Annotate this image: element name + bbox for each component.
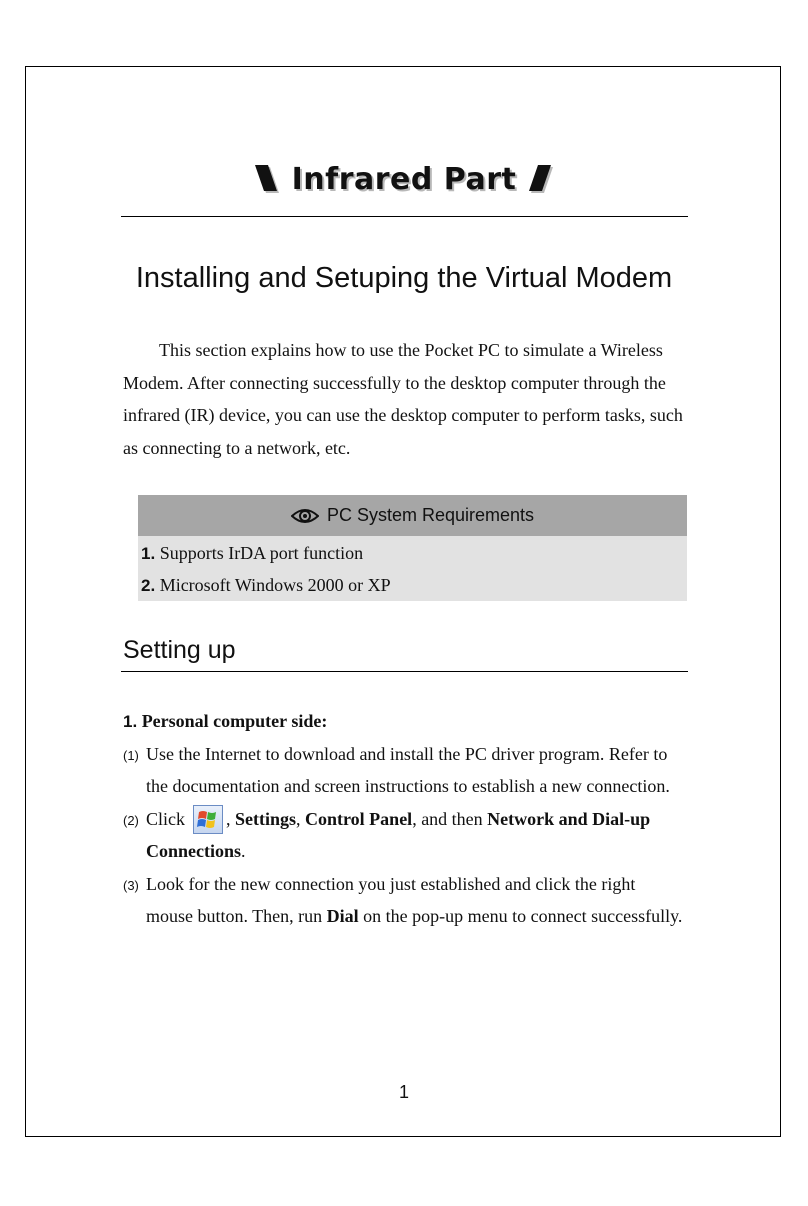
section-header-title-group <box>254 162 555 197</box>
and-then-text: , and then <box>412 808 483 829</box>
network-label: Network and Dial-up <box>487 808 651 829</box>
step-text: Look for the new connection you just established and click the right <box>146 873 636 894</box>
intro-paragraph <box>123 334 689 464</box>
windows-start-icon <box>193 805 223 834</box>
section-title: Infrared Part <box>291 162 517 197</box>
requirement-number: 2. <box>141 576 156 595</box>
header-divider <box>121 216 688 217</box>
dial-label: Dial <box>326 906 359 926</box>
step-marker: (1) <box>123 747 139 763</box>
requirements-title: PC System Requirements <box>326 505 535 525</box>
settings-label: Settings <box>235 808 297 829</box>
comma: , <box>296 808 301 829</box>
forward-slash-decoration-icon <box>528 163 554 197</box>
pc-side-label: Personal computer side: <box>141 711 328 731</box>
step-text: on the pop-up menu to connect successfully. <box>363 906 683 926</box>
step-text: mouse button. Then, run <box>146 906 323 926</box>
step-marker: (3) <box>123 877 139 893</box>
step-click-text: Click <box>146 808 185 829</box>
step-3 <box>123 868 703 901</box>
step-2-continued <box>123 835 703 868</box>
page-title: Installing and Setuping the Virtual Modem <box>135 262 673 294</box>
eye-icon <box>291 507 319 525</box>
page-number: 1 <box>398 1082 409 1102</box>
control-panel-label: Control Panel <box>305 808 413 829</box>
setup-divider <box>121 671 688 672</box>
intro-line: Modem. After connecting successfully to the desktop computer through the <box>123 372 666 393</box>
step-3-continued <box>123 900 703 933</box>
requirement-number: 1. <box>141 544 156 563</box>
step-1 <box>123 738 703 771</box>
comma: , <box>226 808 231 829</box>
step-marker: (2) <box>123 812 139 828</box>
pc-side-heading <box>123 705 703 738</box>
intro-line: infrared (IR) device, you can use the desktop computer to perform tasks, such <box>123 405 683 425</box>
step-2 <box>123 803 703 836</box>
requirement-item <box>138 572 687 604</box>
setup-steps <box>123 705 703 933</box>
requirements-body <box>138 536 687 601</box>
section-header <box>0 162 808 202</box>
step-text: the documentation and screen instructions to establish a new connection. <box>146 776 670 796</box>
requirement-text: Supports IrDA port function <box>159 543 364 563</box>
intro-line: This section explains how to use the Pocket PC to simulate a Wireless <box>159 340 663 360</box>
intro-line: as connecting to a network, etc. <box>123 437 351 458</box>
requirements-table <box>138 495 687 601</box>
requirements-header <box>138 495 687 536</box>
requirement-item <box>138 540 687 572</box>
backslash-decoration-icon <box>254 163 280 197</box>
setup-heading: Setting up <box>123 636 236 664</box>
requirement-text: Microsoft Windows 2000 or XP <box>159 575 391 595</box>
step-1-continued <box>123 770 703 803</box>
step-text: Use the Internet to download and install the PC driver program. Refer to <box>146 743 668 764</box>
period: . <box>241 841 246 861</box>
pc-side-number: 1. <box>123 712 138 731</box>
connections-label: Connections <box>146 841 242 861</box>
